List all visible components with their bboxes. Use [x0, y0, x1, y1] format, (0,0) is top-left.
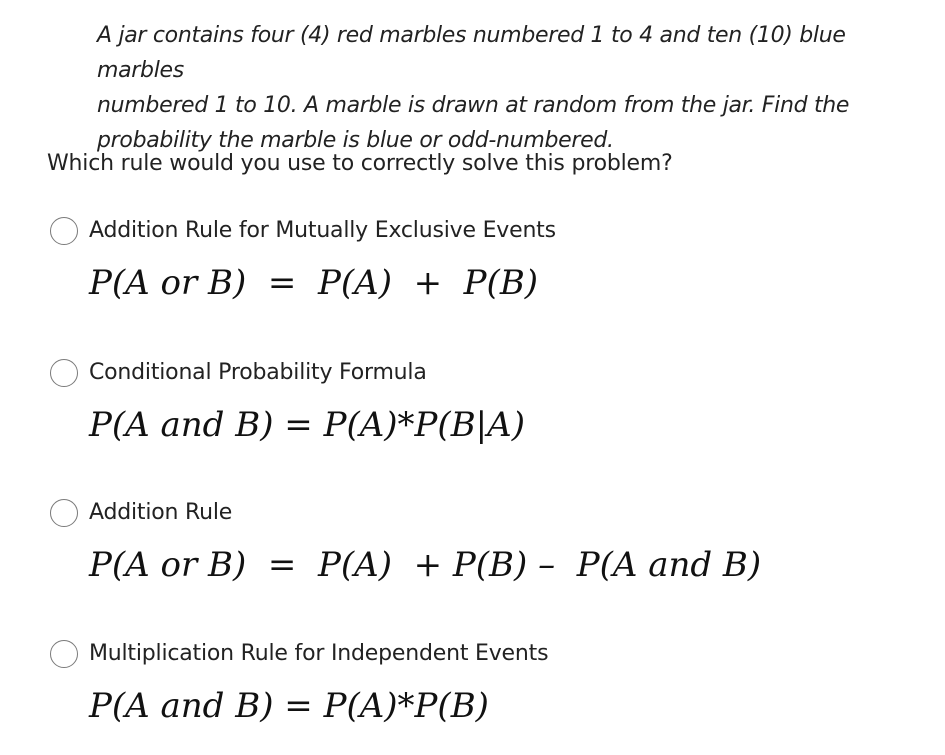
option-label: Addition Rule [89, 500, 233, 525]
option-formula: P(A or B) = P(A) + P(B) – P(A and B) [89, 545, 762, 585]
option-label: Conditional Probability Formula [89, 360, 427, 385]
radio-button[interactable] [50, 359, 78, 387]
option-formula: P(A and B) = P(A)*P(B|A) [89, 405, 525, 445]
problem-statement [97, 18, 927, 158]
problem-line-1: A jar contains four (4) red marbles numbered 1 to 4 and ten (10) blue marbles [97, 23, 846, 83]
option-label: Multiplication Rule for Independent Events [89, 641, 549, 666]
option-formula: P(A and B) = P(A)*P(B) [89, 686, 489, 726]
radio-button[interactable] [50, 217, 78, 245]
problem-line-3: probability the marble is blue or odd-numbered. [97, 128, 614, 153]
radio-button[interactable] [50, 640, 78, 668]
option-formula: P(A or B) = P(A) + P(B) [89, 263, 539, 303]
radio-button[interactable] [50, 499, 78, 527]
question-prompt: Which rule would you use to correctly solve this problem? [47, 151, 673, 176]
problem-line-2: numbered 1 to 10. A marble is drawn at random from the jar. Find the [97, 93, 850, 118]
option-label: Addition Rule for Mutually Exclusive Events [89, 218, 556, 243]
